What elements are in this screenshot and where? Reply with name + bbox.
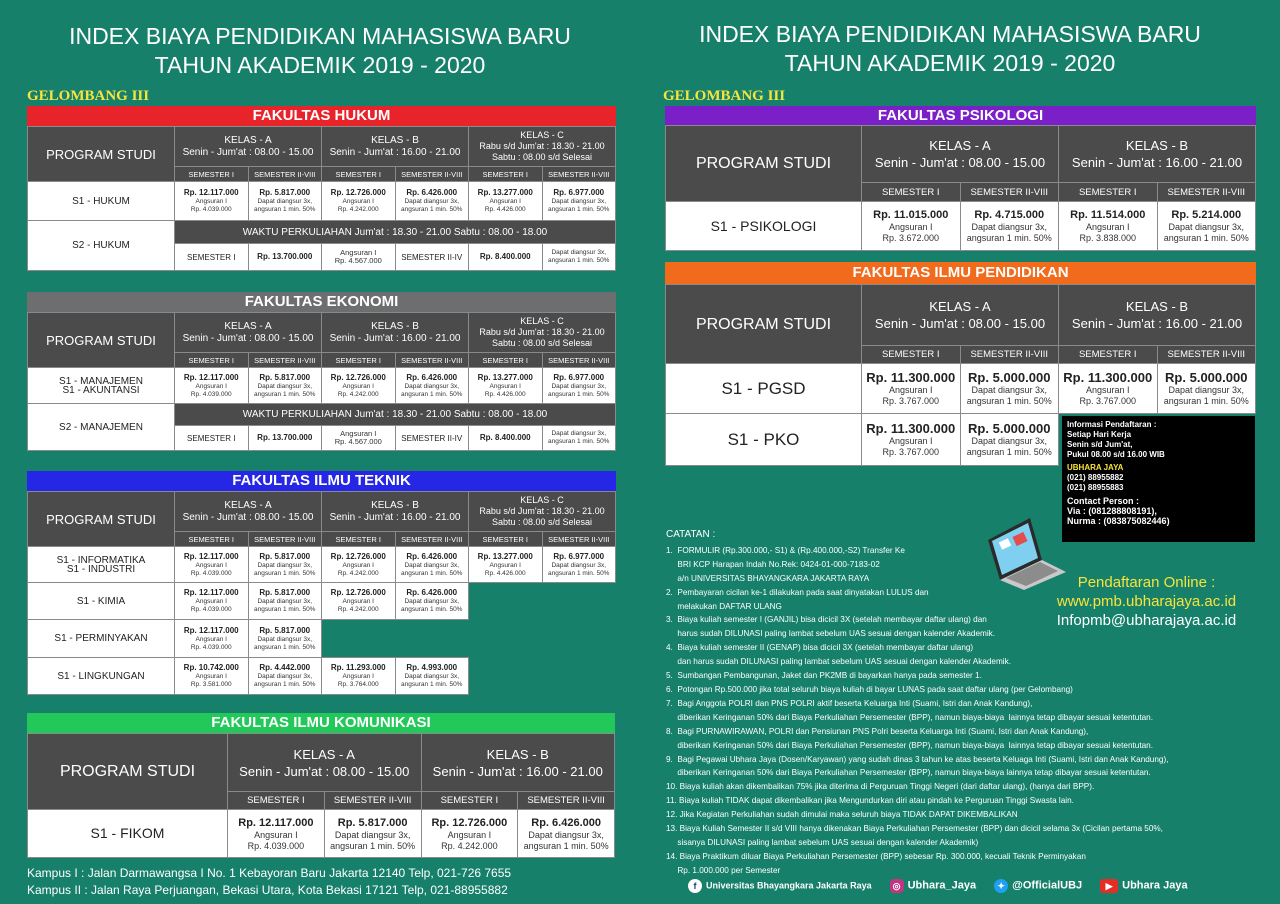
note-item: BRI KCP Harapan Indah No.Rek: 0424-01-000-7183-02	[666, 559, 880, 569]
note-item: 13. Biaya Kuliah Semester II s/d VIII hanya dikenakan Biaya Perkuliahan Persemester (BPP) dan dicicil selama 3x (Cicilan pertama 50%,	[666, 824, 1163, 834]
fakultas-header: FAKULTAS ILMU KOMUNIKASI	[27, 713, 615, 733]
table-row: S1 - PSIKOLOGI Rp. 11.015.000 Angsuran I Rp. 3.672.000 Rp. 4.715.000 Dapat diangsur 3x, angsuran 1 min. 50% Rp. 11.514.000 Angsuran I Rp. 3.838.000 Rp. 5.214.000 Dapat diangsur 3x, angsuran 1 min. 50%	[666, 202, 1256, 251]
kampus-1: Kampus I : Jalan Darmawangsa I No. 1 Kebayoran Baru Jakarta 12140 Telp, 021-726 7655	[27, 866, 512, 880]
note-item: 3. Biaya kuliah semester I (GANJIL) bisa dicicil 3X (setelah membayar daftar ulang) dan	[666, 615, 987, 625]
table-row: S1 - LINGKUNGAN Rp. 10.742.000 Angsuran I Rp. 3.581.000 Rp. 4.442.000 Dapat diangsur 3x, angsuran 1 min. 50% Rp. 11.293.000 Angsuran I Rp. 3.764.000 Rp. 4.993.000 Dapat diangsur 3x, angsuran 1 min. 50%	[28, 658, 616, 695]
kampus-2: Kampus II : Jalan Raya Perjuangan, Bekasi Utara, Kota Bekasi 17121 Telp, 021-88955882	[27, 883, 508, 897]
note-item: 14. Biaya Praktikum diluar Biaya Perkuliahan Persemester (BPP) sebesar Rp. 300.000, kecuali Teknik Perminyakan	[666, 851, 1086, 861]
twitter-link[interactable]: ✦ @OfficialUBJ	[994, 879, 1082, 893]
fakultas-psikologi: FAKULTAS PSIKOLOGI PROGRAM STUDI KELAS - A Senin - Jum'at : 08.00 - 15.00 KELAS - B Senin - Jum'at : 16.00 - 21.00 SEMESTER I SEMESTER II-VIII SEMESTER I SEMESTER II-VIII S1 - PSIKOLOGI Rp. 11.015.000 Angsuran I Rp. 3.672.000 Rp. 4.715.000 Dapat diangsur 3x, angsuran 1 min. 50% Rp. 11.514.000 Angsuran I Rp. 3.838.000 Rp. 5.214.000 Dapat diangsur 3x, angsuran 1 min. 50%	[665, 106, 1256, 251]
youtube-link[interactable]: ▶ Ubhara Jaya	[1100, 879, 1187, 893]
catatan: CATATAN : 1. FORMULIR (Rp.300.000,- S1) & (Rp.400.000,-S2) Transfer Ke BRI KCP Harapan Indah No.Rek: 0424-01-000-7183-02 a/n UNIVERSITAS BHAYANGKARA JAKARTA RAYA 2. Pembayaran cicilan ke-1 dilakukan pada saat dinyatakan LULUS dan melakukan DAFTAR ULANG 3. Biaya kuliah semester I (GANJIL) bisa dicicil 3X (setelah membayar daftar ulang) dan harus sudah DILUNASI paling lambat sebelum UAS sesuai dengan kalender Akademik. 4. Biaya kuliah semester II (GENAP) bisa dicicil 3X (setelah membayar daftar ulang) dan harus sudah DILUNASI paling lambat sebelum UAS sesuai dengan kalender Akademik. 5. Sumbangan Pembangunan, Jaket dan PK2MB di bayarkan hanya pada semester 1. 6. Potongan Rp.500.000 jika total seluruh biaya kuliah di bayar LUNAS pada saat daftar ulang (per Gelombang) 7. Bagi Anggota POLRI dan PNS POLRI aktif beserta Keluarga Inti (Suami, Istri dan Anak Kandung), diberikan Keringanan 50% dari Biaya Perkuliahan Persemester (BPP), namun biaya-biaya lainnya tetap dibayar sesuai ketentutan. 8. Bagi PURNAWIRAWAN, POLRI dan Pensiunan PNS Polri beserta Keluarga Inti (Suami, Istri dan Anak Kandung), diberikan Keringanan 50% dari Biaya Perkuliahan Persemester (BPP), namun biaya-biaya lainnya tetap dibayar sesuai ketentutan. 9. Bagi Pegawai Ubhara Jaya (Dosen/Karyawan) yang sudah dinas 3 tahun ke atas beserta Keluaga Inti (Suami, Istri dan Anak Kandung), diberikan Keringanan 50% dari Biaya Perkuliahan Persemester (BPP), namun biaya-biaya lainnya tetap dibayar sesuai ketentutan. 10. Biaya kuliah akan dikembalikan 75% jika diterima di Perguruan Tinggi Negeri (dari daftar ulang), (hanya dari BPP). 11. Biaya kuliah TIDAK dapat dikembalikan jika Mengundurkan diri atau pindah ke Perguruan Tinggi Swasta lain. 12. Jika Kegiatan Perkuliahan sudah dimulai maka seluruh biaya TIDAK DAPAT DIKEMBALIKAN 13. Biaya Kuliah Semester II s/d VIII hanya dikenakan Biaya Perkuliahan Persemester (BPP) dan dicicil selama 3x (Cicilan pertama 50%, sisanya DILUNASI paling lambat sebelum UAS sesuai dengan kalender Akademik) 14. Biaya Praktikum diluar Biaya Perkuliahan Persemester (BPP) sebesar Rp. 300.000, kecuali Teknik Perminyakan Rp. 1.000.000 per Semester	[666, 528, 1276, 878]
pmb-email[interactable]: Infopmb@ubharajaya.ac.id	[1056, 612, 1237, 629]
table-row: S1 - PGSD Rp. 11.300.000 Angsuran I Rp. 3.767.000 Rp. 5.000.000 Dapat diangsur 3x, angsuran 1 min. 50% Rp. 11.300.000 Angsuran I Rp. 3.767.000 Rp. 5.000.000 Dapat diangsur 3x, angsuran 1 min. 50%	[666, 364, 1256, 414]
note-item: diberikan Keringanan 50% dari Biaya Perkuliahan Persemester (BPP), namun biaya-biaya lainnya tetap dibayar sesuai ketentutan.	[666, 740, 1153, 750]
note-item: 10. Biaya kuliah akan dikembalikan 75% jika diterima di Perguruan Tinggi Negeri (dari daftar ulang), (hanya dari BPP).	[666, 782, 1095, 792]
social-footer	[688, 879, 1188, 893]
note-item: 2. Pembayaran cicilan ke-1 dilakukan pada saat dinyatakan LULUS dan	[666, 587, 929, 597]
table-row: S1 - MANAJEMEN S1 - AKUNTANSI Rp. 12.117.000 Angsuran I Rp. 4.039.000 Rp. 5.817.000 Dapat diangsur 3x, angsuran 1 min. 50% Rp. 12.726.000 Angsuran I Rp. 4.242.000 Rp. 6.426.000 Dapat diangsur 3x, angsuran 1 min. 50% Rp. 13.277.000 Angsuran I Rp. 4.426.000 Rp. 6.977.000 Dapat diangsur 3x, angsuran 1 min. 50%	[28, 368, 616, 404]
table-row: S1 - PERMINYAKAN Rp. 12.117.000 Angsuran I Rp. 4.039.000 Rp. 5.817.000 Dapat diangsur 3x, angsuran 1 min. 50%	[28, 620, 616, 658]
note-item: 12. Jika Kegiatan Perkuliahan sudah dimulai maka seluruh biaya TIDAK DAPAT DIKEMBALIKAN	[666, 810, 1018, 820]
note-item: 1. FORMULIR (Rp.300.000,- S1) & (Rp.400.000,-S2) Transfer Ke	[666, 545, 905, 555]
fakultas-header: FAKULTAS PSIKOLOGI	[665, 106, 1256, 125]
fakultas-teknik: FAKULTAS ILMU TEKNIK PROGRAM STUDI KELAS - A Senin - Jum'at : 08.00 - 15.00 KELAS - B Senin - Jum'at : 16.00 - 21.00 KELAS - C Rabu s/d Jum'at : 18.30 - 21.00 Sabtu : 08.00 s/d Selesai SEMESTER I SEMESTER II-VIII SEMESTER I SEMESTER II-VIII SEMESTER I SEMESTER II-VIII S1 - INFORMATIKA S1 - INDUSTRI Rp. 12.117.000 Angsuran I Rp. 4.039.000 Rp. 5.817.000 Dapat diangsur 3x, angsuran 1 min. 50% Rp. 12.726.000 Angsuran I Rp. 4.242.000 Rp. 6.426.000 Dapat diangsur 3x, angsuran 1 min. 50% Rp. 13.277.000 Angsuran I Rp. 4.426.000 Rp. 6.977.000 Dapat diangsur 3x, angsuran 1 min. 50% S1 - KIMIA Rp. 12.117.000 Angsuran I Rp. 4.039.000 Rp. 5.817.000 Dapat diangsur 3x, angsuran 1 min. 50% Rp. 12.726.000 Angsuran I Rp. 4.242.000 Rp. 6.426.000 Dapat diangsur 3x, angsuran 1 min. 50% S1 - PERMINYAKAN Rp. 12.117.000 Angsuran I Rp. 4.039.000 Rp. 5.817.000 Dapat diangsur 3x, angsuran 1 min. 50% S1 - LINGKUNGAN Rp. 10.742.000 Angsuran I Rp. 3.581.000 Rp. 4.442.000 Dapat diangsur 3x, angsuran 1 min. 50% Rp. 11.293.000 Angsuran I Rp. 3.764.000 Rp. 4.993.000 Dapat diangsur 3x, angsuran 1 min. 50%	[27, 471, 616, 695]
note-item: a/n UNIVERSITAS BHAYANGKARA JAKARTA RAYA	[666, 573, 870, 583]
note-item: 6. Potongan Rp.500.000 jika total seluruh biaya kuliah di bayar LUNAS pada saat daftar ulang (per Gelombang)	[666, 684, 1073, 694]
note-item: Rp. 1.000.000 per Semester	[666, 865, 781, 875]
note-item: diberikan Keringanan 50% dari Biaya Perkuliahan Persemester (BPP), namun biaya-biaya lainnya tetap dibayar sesuai ketentutan.	[666, 768, 1151, 778]
table-row: S1 - INFORMATIKA S1 - INDUSTRI Rp. 12.117.000 Angsuran I Rp. 4.039.000 Rp. 5.817.000 Dapat diangsur 3x, angsuran 1 min. 50% Rp. 12.726.000 Angsuran I Rp. 4.242.000 Rp. 6.426.000 Dapat diangsur 3x, angsuran 1 min. 50% Rp. 13.277.000 Angsuran I Rp. 4.426.000 Rp. 6.977.000 Dapat diangsur 3x, angsuran 1 min. 50%	[28, 547, 616, 583]
note-item: melakukan DAFTAR ULANG	[666, 601, 782, 611]
left-title: INDEX BIAYA PENDIDIKAN MAHASISWA BARU TAHUN AKADEMIK 2019 - 2020	[69, 23, 571, 78]
kelas-b-header: KELAS - B Senin - Jum'at : 16.00 - 21.00	[322, 127, 469, 167]
note-item: 11. Biaya kuliah TIDAK dapat dikembalikan jika Mengundurkan diri atau pindah ke Perguruan Tinggi Swasta lain.	[666, 796, 1074, 806]
note-item: 8. Bagi PURNAWIRAWAN, POLRI dan Pensiunan PNS Polri beserta Keluarga Inti (Suami, Istri dan Anak Kandung),	[666, 726, 1089, 736]
right-title: INDEX BIAYA PENDIDIKAN MAHASISWA BARU TAHUN AKADEMIK 2019 - 2020	[699, 21, 1201, 76]
program-studi-header: PROGRAM STUDI	[28, 127, 175, 182]
table-row: S1 - FIKOM Rp. 12.117.000 Angsuran I Rp. 4.039.000 Rp. 5.817.000 Dapat diangsur 3x, angsuran 1 min. 50% Rp. 12.726.000 Angsuran I Rp. 4.242.000 Rp. 6.426.000 Dapat diangsur 3x, angsuran 1 min. 50%	[28, 810, 615, 858]
pendaftaran-online: Pendaftaran Online : www.pmb.ubharajaya.ac.id Infopmb@ubharajaya.ac.id	[1044, 573, 1249, 630]
table-row: S1 - HUKUM Rp. 12.117.000 Angsuran I Rp. 4.039.000 Rp. 5.817.000 Dapat diangsur 3x, angsuran 1 min. 50% Rp. 12.726.000 Angsuran I Rp. 4.242.000 Rp. 6.426.000 Dapat diangsur 3x, angsuran 1 min. 50% Rp. 13.277.000 Angsuran I Rp. 4.426.000 Rp. 6.977.000 Dapat diangsur 3x, angsuran 1 min. 50%	[28, 182, 616, 221]
fakultas-header: FAKULTAS ILMU TEKNIK	[27, 471, 616, 491]
info-pendaftaran: Informasi Pendaftaran : Setiap Hari Kerja Senin s/d Jum'at, Pukul 08.00 s/d 16.00 WIB UBHARA JAYA (021) 88955882 (021) 88955883 Contact Person : Via : (081288808191), Nurma : (083875082446)	[1062, 416, 1255, 542]
fakultas-komunikasi: FAKULTAS ILMU KOMUNIKASI PROGRAM STUDI KELAS - A Senin - Jum'at : 08.00 - 15.00 KELAS - B Senin - Jum'at : 16.00 - 21.00 SEMESTER I SEMESTER II-VIII SEMESTER I SEMESTER II-VIII S1 - FIKOM Rp. 12.117.000 Angsuran I Rp. 4.039.000 Rp. 5.817.000 Dapat diangsur 3x, angsuran 1 min. 50% Rp. 12.726.000 Angsuran I Rp. 4.242.000 Rp. 6.426.000 Dapat diangsur 3x, angsuran 1 min. 50%	[27, 713, 615, 858]
gelombang-left: GELOMBANG III	[27, 88, 150, 104]
kelas-c-header: KELAS - C Rabu s/d Jum'at : 18.30 - 21.00 Sabtu : 08.00 s/d Selesai	[469, 127, 616, 167]
note-item: diberikan Keringanan 50% dari Biaya Perkuliahan Persemester (BPP), namun biaya-biaya lainnya tetap dibayar sesuai ketentutan.	[666, 712, 1153, 722]
gelombang-right: GELOMBANG III	[663, 88, 786, 104]
note-item: 5. Sumbangan Pembangunan, Jaket dan PK2MB di bayarkan hanya pada semester 1.	[666, 671, 982, 681]
instagram-icon: ◎	[890, 879, 904, 893]
fakultas-header: FAKULTAS ILMU PENDIDIKAN	[665, 262, 1256, 284]
note-item: 9. Bagi Pegawai Ubhara Jaya (Dosen/Karyawan) yang sudah dinas 3 tahun ke atas beserta Keluaga Inti (Suami, Istri dan Anak Kandung),	[666, 754, 1169, 764]
fakultas-hukum: FAKULTAS HUKUM PROGRAM STUDI KELAS - A Senin - Jum'at : 08.00 - 15.00 KELAS - B Senin - Jum'at : 16.00 - 21.00 KELAS - C Rabu s/d Jum'at : 18.30 - 21.00 Sabtu : 08.00 s/d Selesai SEMESTER I SEMESTER II-VIII SEMESTER I SEMESTER II-VIII SEMESTER I SEMESTER II-VIII S1 - HUKUM Rp. 12.117.000 Angsuran I Rp. 4.039.000 Rp. 5.817.000 Dapat diangsur 3x, angsuran 1 min. 50% Rp. 12.726.000 Angsuran I Rp. 4.242.000 Rp. 6.426.000 Dapat diangsur 3x, angsuran 1 min. 50% Rp. 13.277.000 Angsuran I Rp. 4.426.000 Rp. 6.977.000 Dapat diangsur 3x, angsuran 1 min. 50% S2 - HUKUM WAKTU PERKULIAHAN Jum'at : 18.30 - 21.00 Sabtu : 08.00 - 18.00 SEMESTER I Rp. 13.700.000 Angsuran I Rp. 4.567.000 SEMESTER II-IV Rp. 8.400.000 Dapat diangsur 3x, angsuran 1 min. 50%	[27, 106, 616, 271]
note-item: harus sudah DILUNASI paling lambat sebelum UAS sesuai dengan kalender Akademik.	[666, 629, 996, 639]
note-item: sisanya DILUNASI paling lambat sebelum UAS sesuai dengan kalender Akademik)	[666, 837, 979, 847]
kelas-a-header: KELAS - A Senin - Jum'at : 08.00 - 15.00	[175, 127, 322, 167]
fakultas-pendidikan: FAKULTAS ILMU PENDIDIKAN PROGRAM STUDI KELAS - A Senin - Jum'at : 08.00 - 15.00 KELAS - B Senin - Jum'at : 16.00 - 21.00 SEMESTER I SEMESTER II-VIII SEMESTER I SEMESTER II-VIII S1 - PGSD Rp. 11.300.000 Angsuran I Rp. 3.767.000 Rp. 5.000.000 Dapat diangsur 3x, angsuran 1 min. 50% Rp. 11.300.000 Angsuran I Rp. 3.767.000 Rp. 5.000.000 Dapat diangsur 3x, angsuran 1 min. 50% S1 - PKO Rp. 11.300.000 Angsuran I Rp. 3.767.000 Rp. 5.000.000 Dapat diangsur 3x, angsuran 1 min. 50%	[665, 262, 1256, 466]
table-row: S1 - KIMIA Rp. 12.117.000 Angsuran I Rp. 4.039.000 Rp. 5.817.000 Dapat diangsur 3x, angsuran 1 min. 50% Rp. 12.726.000 Angsuran I Rp. 4.242.000 Rp. 6.426.000 Dapat diangsur 3x, angsuran 1 min. 50%	[28, 583, 616, 620]
pmb-link[interactable]: www.pmb.ubharajaya.ac.id	[1056, 593, 1237, 610]
note-item: dan harus sudah DILUNASI paling lambat sebelum UAS sesuai dengan kalender Akademik.	[666, 657, 1011, 667]
note-item: 4. Biaya kuliah semester II (GENAP) bisa dicicil 3X (setelah membayar daftar ulang)	[666, 643, 974, 653]
table-row: S1 - PKO Rp. 11.300.000 Angsuran I Rp. 3.767.000 Rp. 5.000.000 Dapat diangsur 3x, angsuran 1 min. 50%	[666, 414, 1256, 466]
twitter-icon: ✦	[994, 879, 1008, 893]
facebook-icon: f	[688, 879, 702, 893]
instagram-link[interactable]: ◎ Ubhara_Jaya	[890, 879, 977, 893]
notes-list	[666, 544, 1276, 878]
fakultas-ekonomi: FAKULTAS EKONOMI PROGRAM STUDI KELAS - A Senin - Jum'at : 08.00 - 15.00 KELAS - B Senin - Jum'at : 16.00 - 21.00 KELAS - C Rabu s/d Jum'at : 18.30 - 21.00 Sabtu : 08.00 s/d Selesai SEMESTER I SEMESTER II-VIII SEMESTER I SEMESTER II-VIII SEMESTER I SEMESTER II-VIII S1 - MANAJEMEN S1 - AKUNTANSI Rp. 12.117.000 Angsuran I Rp. 4.039.000 Rp. 5.817.000 Dapat diangsur 3x, angsuran 1 min. 50% Rp. 12.726.000 Angsuran I Rp. 4.242.000 Rp. 6.426.000 Dapat diangsur 3x, angsuran 1 min. 50% Rp. 13.277.000 Angsuran I Rp. 4.426.000 Rp. 6.977.000 Dapat diangsur 3x, angsuran 1 min. 50% S2 - MANAJEMEN WAKTU PERKULIAHAN Jum'at : 18.30 - 21.00 Sabtu : 08.00 - 18.00 SEMESTER I Rp. 13.700.000 Angsuran I Rp. 4.567.000 SEMESTER II-IV Rp. 8.400.000 Dapat diangsur 3x, angsuran 1 min. 50%	[27, 292, 616, 451]
table-row: SEMESTER I Rp. 13.700.000 Angsuran I Rp. 4.567.000 SEMESTER II-IV Rp. 8.400.000 Dapat diangsur 3x, angsuran 1 min. 50%	[28, 426, 616, 451]
fakultas-header: FAKULTAS EKONOMI	[27, 292, 616, 312]
note-item: 7. Bagi Anggota POLRI dan PNS POLRI aktif beserta Keluarga Inti (Suami, Istri dan Anak Kandung),	[666, 698, 1033, 708]
youtube-icon: ▶	[1100, 879, 1118, 893]
table-row: SEMESTER I Rp. 13.700.000 Angsuran I Rp. 4.567.000 SEMESTER II-IV Rp. 8.400.000 Dapat diangsur 3x, angsuran 1 min. 50%	[28, 244, 616, 271]
fakultas-header: FAKULTAS HUKUM	[27, 106, 616, 126]
facebook-link[interactable]: f Universitas Bhayangkara Jakarta Raya	[688, 879, 872, 893]
